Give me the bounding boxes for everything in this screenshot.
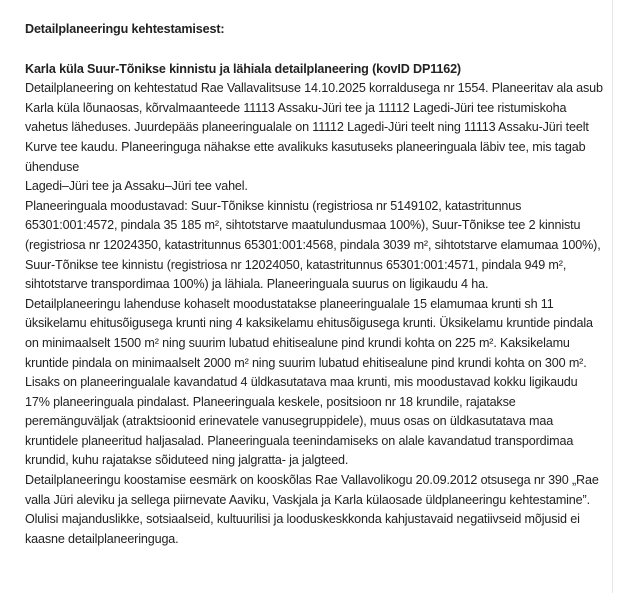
paragraph-approval: Detailplaneering on kehtestatud Rae Vallavalitsuse 14.10.2025 korraldusega nr 1554. Planeeritav ala asub Karla küla lõunaosas, kõrvalmaanteede 11113 Assaku-Jüri tee ja 11112 Lagedi-Jüri tee ristumiskoha vahetus läheduses. Juurdepääs planeeringualale on 11112 Lagedi-Jüri teelt ning 11113 Assaku-Jüri teelt Kurve tee kaudu. Planeeringuga nähakse ette avalikuks kasutuseks planeeringuala läbiv tee, mis tagab ühenduse Lagedi–Jüri tee ja Assaku–Jüri tee vahel.: [25, 81, 603, 194]
document-title: Detailplaneeringu kehtestamisest:: [25, 22, 225, 36]
paragraph-impacts: Olulisi majanduslikke, sotsiaalseid, kultuurilisi ja looduskeskkonda kahjustavaid negatiivseid mõjusid ei kaasne detailplaneeringuga.: [25, 512, 580, 546]
paragraph-goal: Detailplaneeringu koostamise eesmärk on kooskõlas Rae Vallavolikogu 20.09.2012 otsusega nr 390 „Rae valla Jüri aleviku ja sellega piirnevate Aaviku, Vaskjala ja Karla külaosade üldplaneeringu kehtestamine”.: [25, 473, 599, 507]
paragraph-solution: Detailplaneeringu lahenduse kohaselt moodustatakse planeeringualale 15 elamumaa krunti sh 11 üksikelamu ehitusõigusega krunti ning 4 kaksikelamu ehitusõigusega krunti. Üksikelamu kruntide pindala on minimaalselt 1500 m² ning suurim lubatud ehitisealune pind krundi kohta on 225 m². Kaksikelamu kruntide pindala on minimaalselt 2000 m² ning suurim lubatud ehitisealune pind krundi kohta on 300 m². Lisaks on planeeringualale kavandatud 4 üldkasutatava maa krunti, mis moodustavad kokku ligikaudu 17% planeeringuala pindalast. Planeeringuala keskele, positsioon nr 18 krundile, rajatakse peremänguväljak (atraktsioonid erinevatele vanusegruppidele), muus osas on üldkasutatava maa kruntidele planeeritud haljasalad. Planeeringuala teenindamiseks on alale kavandatud transpordimaa krundid, kuhu rajatakse sõiduteed ning jalgratta- ja jalgteed.: [25, 296, 593, 468]
document-content: [25, 20, 605, 549]
page-edge-divider: [612, 0, 613, 593]
plan-heading: Karla küla Suur-Tõnikse kinnistu ja lähiala detailplaneering (kovID DP1162): [25, 61, 461, 76]
paragraph-plan-area: Planeeringuala moodustavad: Suur-Tõnikse kinnistu (registriosa nr 5149102, katastritunnus 65301:001:4572, pindala 35 185 m², sihtotstarve maatulundusmaa 100%), Suur-Tõnikse tee 2 kinnistu (registriosa nr 12024350, katastritunnus 65301:001:4568, pindala 3039 m², sihtotstarve elamumaa 100%), Suur-Tõnikse tee kinnistu (registriosa nr 12024050, katastritunnus 65301:001:4571, pindala 949 m², sihtotstarve transpordimaa 100%) ja lähiala. Planeeringuala suurus on ligikaudu 4 ha.: [25, 198, 601, 292]
